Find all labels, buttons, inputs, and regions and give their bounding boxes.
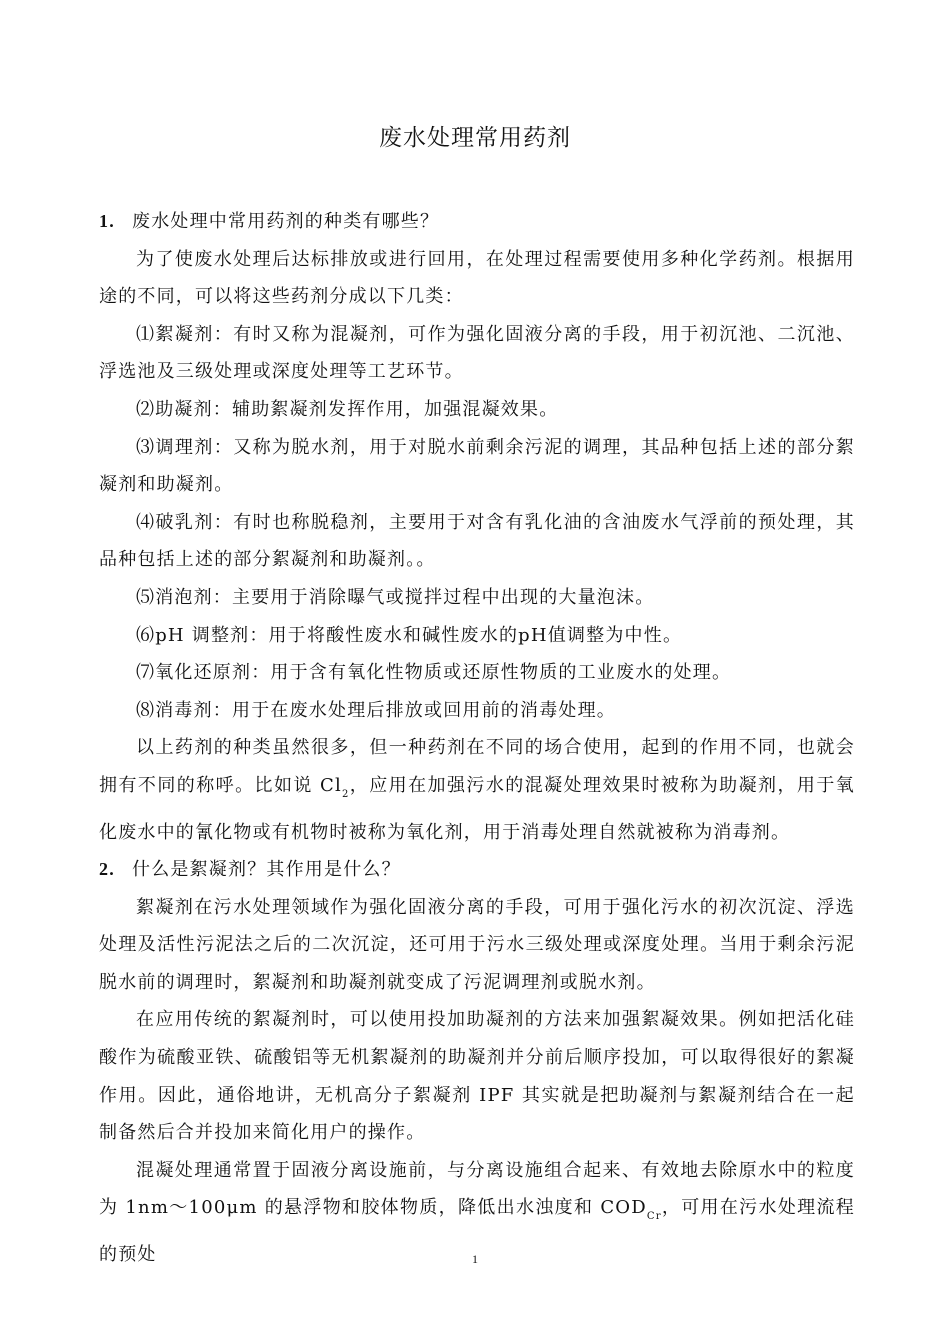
paragraph-text-a: 混凝处理通常置于固液分离设施前，与分离设施组合起来、有效地去除原水中的粒度为 1nm～100μm 的悬浮物和胶体物质，降低出水浊度和 COD	[99, 1159, 855, 1219]
question-1	[99, 203, 855, 241]
page-number: 1	[472, 1252, 478, 1266]
page-title: 废水处理常用药剂	[379, 125, 571, 151]
paragraph: 絮凝剂在污水处理领域作为强化固液分离的手段，可用于强化污水的初次沉淀、浮选处理及活性污泥法之后的二次沉淀，还可用于污水三级处理或深度处理。当用于剩余污泥脱水前的调理时，絮凝剂和助凝剂就变成了污泥调理剂或脱水剂。	[99, 896, 855, 993]
list-item: ⑴絮凝剂：有时又称为混凝剂，可作为强化固液分离的手段，用于初沉池、二沉池、浮选池及三级处理或深度处理等工艺环节。	[99, 323, 855, 383]
subscript: Cr	[646, 1211, 662, 1223]
subscript: 2	[341, 788, 350, 800]
question-text: 什么是絮凝剂？其作用是什么？	[132, 859, 401, 881]
question-number: 1.	[99, 211, 115, 231]
question-text: 废水处理中常用药剂的种类有哪些？	[132, 211, 440, 232]
list-item: ⑶调理剂：又称为脱水剂，用于对脱水前剩余污泥的调理，其品种包括上述的部分絮凝剂和助凝剂。	[99, 436, 855, 496]
paragraph-summary	[99, 729, 855, 851]
list-item: ⑺氧化还原剂：用于含有氧化性物质或还原性物质的工业废水的处理。	[136, 662, 732, 684]
paragraph-text-b: ，可用在污水处理流程的预处	[99, 1197, 856, 1266]
list-item: ⑸消泡剂：主要用于消除曝气或搅拌过程中出现的大量泡沫。	[136, 586, 655, 608]
list-item: ⑷破乳剂：有时也称脱稳剂，主要用于对含有乳化油的含油废水气浮前的预处理，其品种包括上述的部分絮凝剂和助凝剂。。	[99, 511, 855, 571]
question-2	[99, 851, 855, 889]
summary-text-a: 以上药剂的种类虽然很多，但一种药剂在不同的场合使用，起到的作用不同，也就会拥有不同的称呼。比如说 Cl	[99, 737, 855, 796]
list-item: ⑹pH 调整剂：用于将酸性废水和碱性废水的pH值调整为中性。	[136, 624, 683, 646]
summary-text-b: ，应用在加强污水的混凝处理效果时被称为助凝剂，用于氧化废水中的氰化物或有机物时被称为氧化剂，用于消毒处理自然就被称为消毒剂。	[99, 774, 855, 843]
paragraph: 在应用传统的絮凝剂时，可以使用投加助凝剂的方法来加强絮凝效果。例如把活化硅酸作为硫酸亚铁、硫酸铝等无机絮凝剂的助凝剂并分前后顺序投加，可以取得很好的絮凝作用。因此，通俗地讲，无机高分子絮凝剂 IPF 其实就是把助凝剂与絮凝剂结合在一起制备然后合并投加来简化用户的操作。	[99, 1009, 855, 1144]
list-item: ⑻消毒剂：用于在废水处理后排放或回用前的消毒处理。	[136, 699, 616, 721]
question-number: 2.	[99, 859, 115, 880]
document-body	[99, 203, 855, 1274]
list-item: ⑵助凝剂：辅助絮凝剂发挥作用，加强混凝效果。	[136, 398, 559, 420]
paragraph-intro: 为了使废水处理后达标排放或进行回用，在处理过程需要使用多种化学药剂。根据用途的不同，可以将这些药剂分成以下几类：	[99, 248, 855, 308]
